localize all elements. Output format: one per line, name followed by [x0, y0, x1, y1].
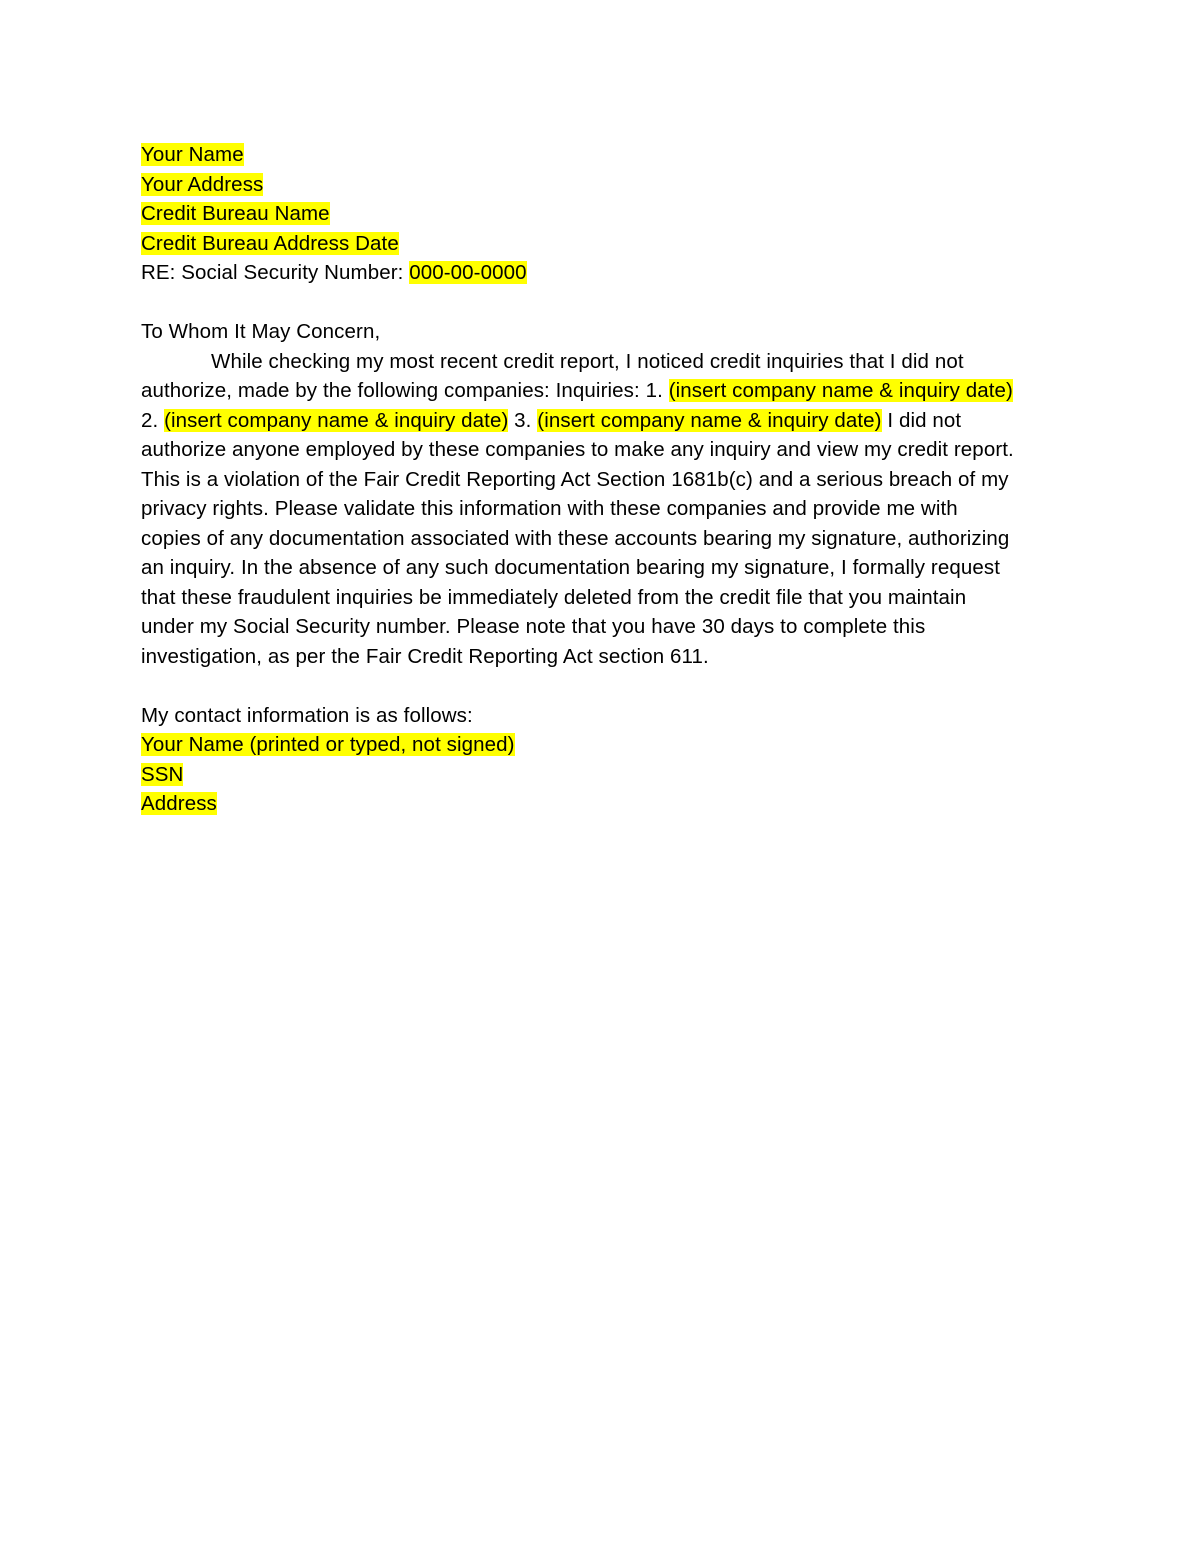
body-line-3: [141, 406, 1056, 436]
bureau-address-date: Credit Bureau Address Date: [141, 231, 399, 255]
contact-intro: My contact information is as follows:: [141, 703, 473, 727]
re-label: RE: Social Security Number:: [141, 261, 410, 284]
body-line-4: authorize anyone employed by these companies to make any inquiry and view my credit report.: [141, 438, 1014, 461]
body-text: 3.: [508, 408, 538, 432]
re-line: [141, 258, 1056, 288]
body-text: I did not: [881, 408, 962, 432]
body-line-8: an inquiry. In the absence of any such documentation bearing my signature, I formally request: [141, 556, 1001, 579]
contact-name-line: [141, 730, 1056, 760]
body-text: 2.: [141, 408, 165, 432]
contact-address: Address: [141, 792, 217, 815]
salutation: To Whom It May Concern,: [141, 320, 381, 343]
body-text: authorize, made by the following companies: Inquiries: 1.: [141, 379, 669, 402]
contact-address-line: [141, 789, 1056, 819]
bureau-name-line: [141, 199, 1056, 229]
spacer: [141, 288, 1056, 318]
body-line-1: [141, 347, 1056, 377]
body-line-10: under my Social Security number. Please note that you have 30 days to complete this: [141, 615, 926, 638]
letter-body: [141, 140, 1056, 819]
body-line-2: [141, 376, 1056, 406]
bureau-name: Credit Bureau Name: [141, 202, 330, 225]
contact-ssn-line: [141, 760, 1056, 790]
inquiry-placeholder-2: (insert company name & inquiry date): [164, 408, 509, 432]
body-line-9: that these fraudulent inquiries be immediately deleted from the credit file that you maintain: [141, 585, 967, 609]
contact-ssn: SSN: [141, 762, 184, 786]
body-line-6: privacy rights. Please validate this information with these companies and provide me with: [141, 497, 958, 520]
sender-name: Your Name: [141, 143, 244, 166]
body-line-5: This is a violation of the Fair Credit Reporting Act Section 1681b(c) and a serious breach of my: [141, 467, 1009, 491]
inquiry-placeholder-1: (insert company name & inquiry date): [668, 379, 1013, 402]
inquiry-placeholder-3: (insert company name & inquiry date): [537, 408, 882, 432]
bureau-address-date-line: [141, 229, 1056, 259]
contact-name: Your Name (printed or typed, not signed): [141, 733, 515, 756]
spacer: [141, 671, 1056, 701]
body-text: While checking my most recent credit report, I noticed credit inquiries that I did not: [211, 349, 964, 373]
ssn-placeholder: 000-00-0000: [409, 261, 527, 284]
sender-address: Your Address: [141, 172, 264, 196]
body-line-11: investigation, as per the Fair Credit Reporting Act section 611.: [141, 644, 709, 668]
sender-name-line: [141, 140, 1056, 170]
body-line-7: copies of any documentation associated with these accounts bearing my signature, authorizing: [141, 526, 1010, 550]
sender-address-line: [141, 170, 1056, 200]
